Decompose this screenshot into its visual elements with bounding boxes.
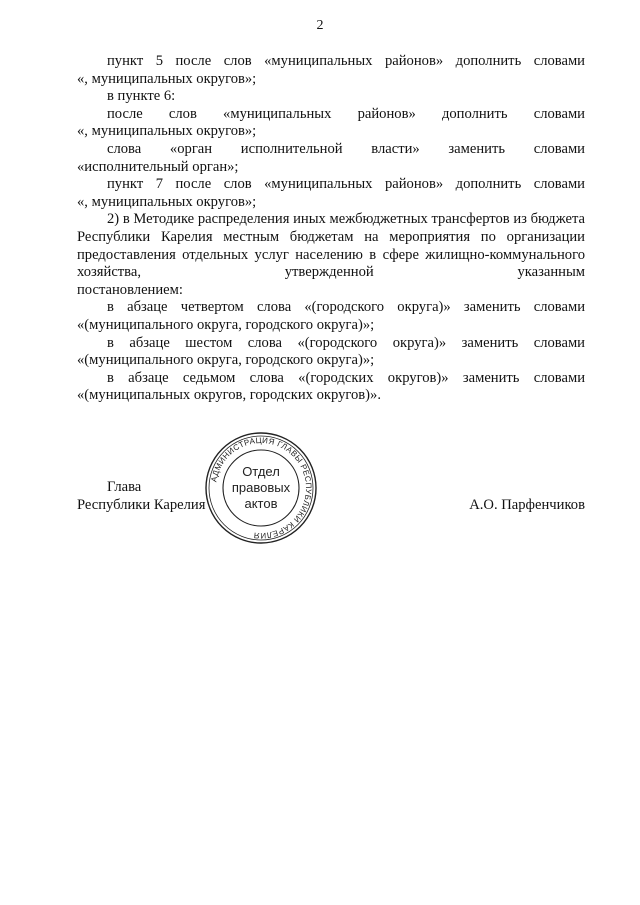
paragraph: пункт 5 после слов «муниципальных районов» дополнить словами xyxy=(107,53,585,69)
paragraph: слова «орган исполнительной власти» заменить словами xyxy=(107,140,585,157)
paragraph: «, муниципальных округов»; xyxy=(77,70,257,87)
document-body xyxy=(77,53,585,405)
stamp-center-line-1: Отдел xyxy=(242,464,280,479)
page-number: 2 xyxy=(316,18,324,33)
paragraph: постановлением: xyxy=(77,281,183,298)
paragraph: «(муниципальных округов, городских округов)». xyxy=(77,387,381,404)
paragraph: после слов «муниципальных районов» дополнить словами xyxy=(107,105,585,122)
paragraph: в абзаце четвертом слова «(городского округа)» заменить словами xyxy=(107,299,585,316)
paragraph: в пункте 6: xyxy=(107,88,176,105)
official-stamp xyxy=(197,430,325,546)
paragraph: «(муниципального округа, городского округа)»; xyxy=(77,352,375,369)
paragraph: пункт 7 после слов «муниципальных районов» дополнить словами xyxy=(107,176,585,193)
paragraph: «(муниципального округа, городского округа)»; xyxy=(77,316,375,333)
paragraph: в абзаце седьмом слова «(городских округов)» заменить словами xyxy=(107,369,585,386)
paragraph: 2) в Методике распределения иных межбюджетных трансфертов из бюджета Республики Карелия местным бюджетам на мероприятия по организации предоставления отдельных услуг населению в сфере жилищно-коммунального хозяйства, утвержденной указанным xyxy=(77,211,585,281)
paragraph: «исполнительный орган»; xyxy=(77,158,239,175)
paragraph: «, муниципальных округов»; xyxy=(77,193,257,210)
signatory-name: А.О. Парфенчиков xyxy=(469,497,585,513)
paragraph: «, муниципальных округов»; xyxy=(77,123,257,140)
paragraph: в абзаце шестом слова «(городского округа)» заменить словами xyxy=(107,334,585,351)
stamp-ring-text: АДМИНИСТРАЦИЯ ГЛАВЫ РЕСПУБЛИКИ КАРЕЛИЯ xyxy=(209,435,314,541)
stamp-center-line-2: правовых xyxy=(231,480,291,495)
signature-block xyxy=(77,478,585,538)
stamp-center-line-3: актов xyxy=(244,496,278,511)
signature-title-line-2: Республики Карелия xyxy=(77,497,206,513)
signature-title-line-1: Глава xyxy=(107,479,142,495)
